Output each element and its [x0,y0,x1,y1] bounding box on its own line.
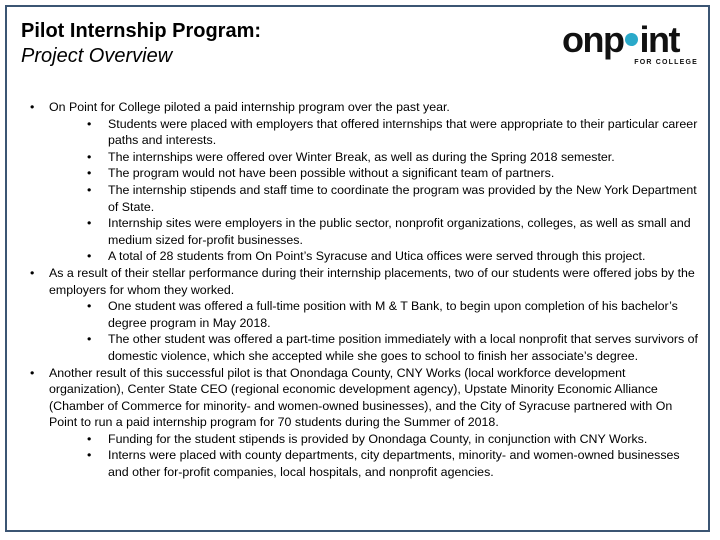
logo-text-left: onp [562,19,624,60]
logo-wordmark [562,21,679,59]
list-item [27,99,699,265]
page-subtitle: Project Overview [21,45,173,67]
content-body [27,99,699,481]
list-item: • The internship stipends and staff time to coordinate the program was provided by the New York Department of State. [49,182,699,215]
sub-bullet-list [49,298,699,364]
list-item: • Internship sites were employers in the public sector, nonprofit organizations, colleges, as well as small and medium sized for-profit businesses. [49,215,699,248]
list-item [27,365,699,481]
list-item [27,265,699,365]
list-item: • The other student was offered a part-time position immediately with a local nonprofit that serves survivors of domestic violence, which she accepted while she goes to school to finish her associate’s degree. [49,331,699,364]
sub-bullet-list [49,116,699,265]
bullet-text: Another result of this successful pilot is that Onondaga County, CNY Works (local workforce development organization), Center State CEO (regional economic development agency), Upstate Minority Economic Alliance (Chamber of Commerce for minority- and women-owned businesses), and the City of Syracuse partnered with On Point to run a paid internship program for 70 students during the Summer of 2018. [49,365,673,430]
bullet-list [27,99,699,481]
slide-frame [5,5,710,532]
logo-text-right: int [639,19,679,60]
page-title: Pilot Internship Program: [21,20,262,42]
list-item: • One student was offered a full-time position with M & T Bank, to begin upon completion of his bachelor’s degree program in May 2018. [49,298,699,331]
list-item: • Students were placed with employers that offered internships that were appropriate to their particular career paths and interests. [49,116,699,149]
logo-tagline: FOR COLLEGE [634,59,698,66]
bullet-text: As a result of their stellar performance during their internship placements, two of our students were offered jobs by the employers for whom they worked. [49,265,695,297]
list-item: • Funding for the student stipends is provided by Onondaga County, in conjunction with CNY Works. [49,431,699,448]
list-item: • Interns were placed with county departments, city departments, minority- and women-owned businesses and other for-profit companies, local hospitals, and nonprofit agencies. [49,447,699,480]
logo-dot-icon [625,33,638,46]
list-item: • A total of 28 students from On Point’s Syracuse and Utica offices were served through this project. [49,248,699,265]
on-point-logo [562,21,702,69]
sub-bullet-list [49,431,699,481]
list-item: • The program would not have been possible without a significant team of partners. [49,165,699,182]
list-item: • The internships were offered over Winter Break, as well as during the Spring 2018 semester. [49,149,699,166]
bullet-text: On Point for College piloted a paid internship program over the past year. [49,100,450,114]
